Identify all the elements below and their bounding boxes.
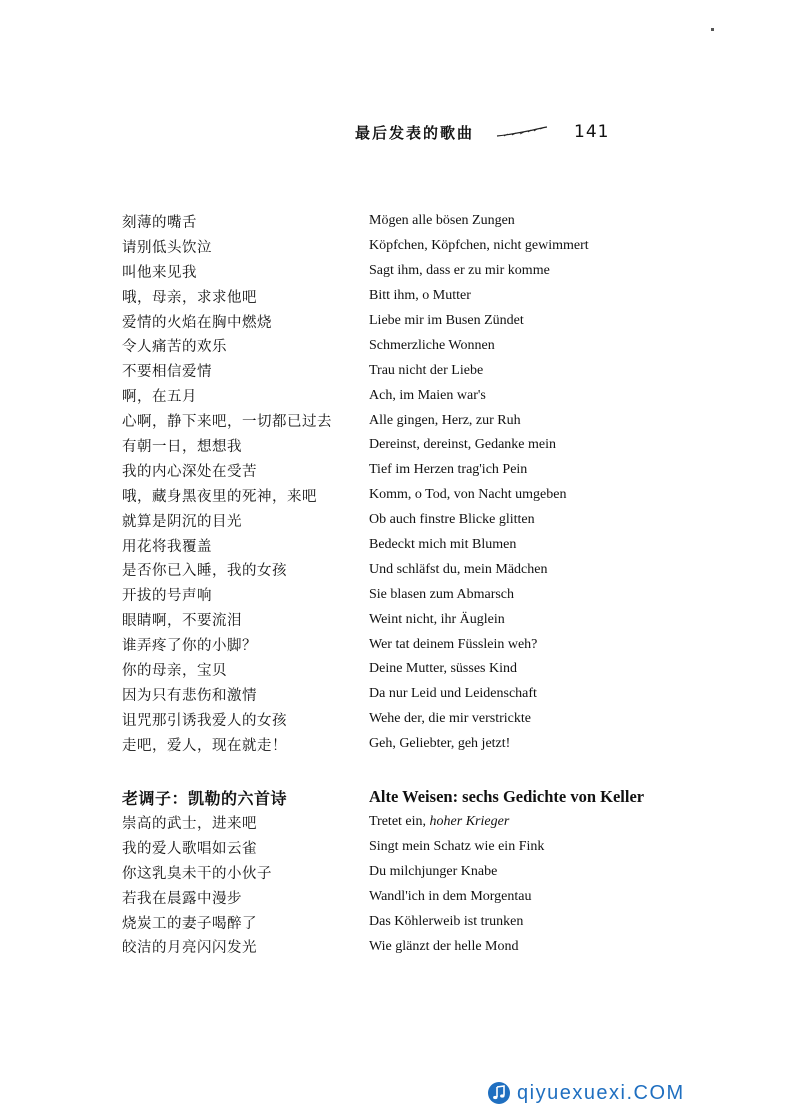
title-zh: 我的爱人歌唱如云雀	[122, 840, 257, 857]
title-de: Wehe der, die mir verstrickte	[369, 711, 531, 727]
list-item	[122, 860, 682, 885]
list-item	[122, 707, 682, 732]
flourish-ornament-icon	[496, 126, 548, 138]
title-zh: 就算是阴沉的目光	[122, 513, 242, 530]
song-list-1	[122, 209, 682, 757]
list-item	[122, 508, 682, 533]
section-heading-de: Alte Weisen: sechs Gedichte von Keller	[369, 787, 645, 806]
song-list-2	[122, 784, 682, 959]
title-zh: 令人痛苦的欢乐	[122, 339, 227, 356]
title-zh: 开拔的号声响	[122, 588, 212, 605]
running-header-title: 最后发表的歌曲	[355, 123, 475, 142]
title-de: Singt mein Schatz wie ein Fink	[369, 839, 545, 855]
title-de-plain: Tretet ein,	[369, 814, 430, 830]
title-zh: 哦，母亲，求求他吧	[122, 289, 257, 306]
list-item	[122, 309, 682, 334]
title-de: Tief im Herzen trag'ich Pein	[369, 462, 528, 478]
title-zh: 若我在晨露中漫步	[122, 890, 242, 907]
title-zh: 不要相信爱情	[122, 364, 212, 381]
title-de: Wer tat deinem Füsslein weh?	[369, 636, 538, 652]
running-header	[355, 120, 609, 144]
title-zh: 烧炭工的妻子喝醉了	[122, 915, 257, 932]
list-item	[122, 358, 682, 383]
title-zh: 用花将我覆盖	[122, 538, 212, 555]
page-speck	[711, 28, 714, 31]
title-de: Da nur Leid und Leidenschaft	[369, 686, 537, 702]
title-zh: 心啊，静下来吧，一切都已过去	[122, 414, 332, 431]
title-de: Sagt ihm, dass er zu mir komme	[369, 263, 550, 279]
list-item	[122, 607, 682, 632]
site-watermark	[487, 1081, 685, 1105]
list-item	[122, 533, 682, 558]
title-de: Wie glänzt der helle Mond	[369, 938, 519, 954]
title-de: Schmerzliche Wonnen	[369, 337, 495, 353]
list-item	[122, 810, 682, 835]
list-item	[122, 209, 682, 234]
title-de: Ob auch finstre Blicke glitten	[369, 512, 535, 528]
title-de: Liebe mir im Busen Zündet	[369, 313, 524, 328]
title-zh: 哦，藏身黑夜里的死神，来吧	[122, 488, 317, 505]
list-item	[122, 333, 682, 358]
list-item	[122, 458, 682, 483]
list-item	[122, 234, 682, 259]
list-item	[122, 433, 682, 458]
title-zh: 谁弄疼了你的小脚？	[122, 638, 257, 655]
list-item	[122, 582, 682, 607]
title-zh: 爱情的火焰在胸中燃烧	[122, 314, 272, 331]
title-de: Wandl'ich in dem Morgentau	[369, 889, 532, 905]
list-item	[122, 259, 682, 284]
list-item	[122, 835, 682, 860]
title-zh: 有朝一日，想想我	[122, 438, 242, 455]
title-zh: 诅咒那引诱我爱人的女孩	[122, 712, 287, 729]
list-item	[122, 657, 682, 682]
title-de: Alle gingen, Herz, zur Ruh	[369, 412, 521, 428]
title-zh: 请别低头饮泣	[122, 239, 212, 256]
watermark-text: qiyuexuexi.COM	[517, 1081, 685, 1104]
title-de-italic: hoher Krieger	[429, 814, 510, 830]
title-zh: 是否你已入睡，我的女孩	[122, 563, 287, 580]
list-item	[122, 632, 682, 657]
title-de: Köpfchen, Köpfchen, nicht gewimmert	[369, 238, 589, 254]
title-de: Bedeckt mich mit Blumen	[369, 537, 517, 553]
title-zh: 走吧，爱人，现在就走！	[122, 737, 287, 754]
page-number: 141	[574, 122, 610, 142]
title-de: Komm, o Tod, von Nacht umgeben	[369, 487, 567, 503]
title-zh: 叫他来见我	[122, 264, 197, 281]
title-zh: 你这乳臭未干的小伙子	[122, 865, 272, 882]
section-heading-zh: 老调子：凯勒的六首诗	[122, 788, 288, 808]
title-de: Weint nicht, ihr Äuglein	[369, 611, 505, 627]
title-zh: 啊，在五月	[122, 389, 197, 406]
title-zh: 你的母亲，宝贝	[122, 662, 227, 679]
list-item	[122, 732, 682, 757]
list-item	[122, 934, 682, 959]
list-item	[122, 885, 682, 910]
title-de: Geh, Geliebter, geh jetzt!	[369, 736, 511, 752]
title-zh: 因为只有悲伤和激情	[122, 687, 257, 704]
title-zh: 眼睛啊，不要流泪	[122, 613, 242, 630]
title-de: Ach, im Maien war's	[369, 387, 486, 403]
title-zh: 刻薄的嘴舌	[122, 214, 197, 231]
list-item	[122, 557, 682, 582]
music-note-logo-icon	[487, 1081, 511, 1105]
title-zh: 皎洁的月亮闪闪发光	[122, 940, 257, 957]
section-heading	[122, 784, 682, 810]
title-de: Dereinst, dereinst, Gedanke mein	[369, 437, 556, 453]
title-de: Deine Mutter, süsses Kind	[369, 661, 517, 677]
title-zh: 我的内心深处在受苦	[122, 463, 257, 480]
list-item	[122, 284, 682, 309]
list-item	[122, 408, 682, 433]
list-item	[122, 383, 682, 408]
title-de: Mögen alle bösen Zungen	[369, 213, 515, 229]
title-zh: 崇高的武士，进来吧	[122, 815, 257, 832]
list-item	[122, 682, 682, 707]
list-item	[122, 483, 682, 508]
title-de: Und schläfst du, mein Mädchen	[369, 561, 548, 577]
title-de: Sie blasen zum Abmarsch	[369, 586, 515, 602]
title-de: Bitt ihm, o Mutter	[369, 288, 471, 304]
title-de: Trau nicht der Liebe	[369, 362, 484, 378]
title-de: Du milchjunger Knabe	[369, 864, 498, 880]
title-de	[369, 814, 509, 830]
title-de: Das Köhlerweib ist trunken	[369, 914, 524, 929]
list-item	[122, 910, 682, 935]
